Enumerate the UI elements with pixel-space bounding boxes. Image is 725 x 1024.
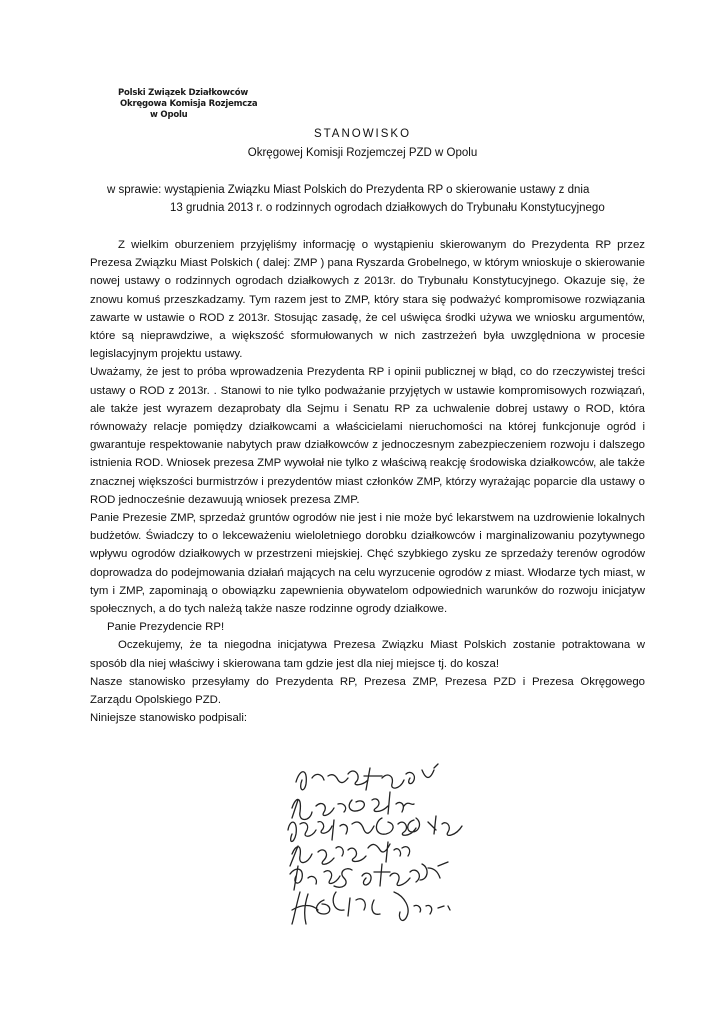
org-commission: Okręgowa Komisja Rozjemcza <box>120 99 258 109</box>
signature-4 <box>290 842 410 866</box>
subject-line-2: 13 grudnia 2013 r. o rodzinnych ogrodach działkowych do Trybunału Konstytucyjnego <box>170 202 605 214</box>
signature-2 <box>292 792 414 820</box>
subject-block <box>107 181 647 217</box>
org-city: w Opolu <box>150 110 188 120</box>
signatories-label: Niniejsze stanowisko podpisali: <box>90 712 248 725</box>
signature-3 <box>288 816 462 842</box>
signature-5 <box>290 862 448 890</box>
paragraph-4: Oczekujemy, że ta niegodna inicjatywa Prezesa Związku Miast Polskich zostanie potraktowana w sposób dla niej właściwy i skierowana tam gdzie jest dla niej miejsce tj. do kosza! <box>90 639 645 670</box>
organization-stamp <box>118 88 288 121</box>
document-subtitle: Okręgowej Komisji Rozjemczej PZD w Opolu <box>247 147 478 159</box>
paragraph-address: Panie Prezydencie RP! <box>107 621 225 634</box>
org-name: Polski Związek Działkowców <box>118 88 249 98</box>
signatures <box>278 760 508 940</box>
subject-line-1: w sprawie: wystąpienia Związku Miast Polskich do Prezydenta RP o skierowanie ustawy z dnia <box>107 184 590 196</box>
paragraph-2: Uważamy, że jest to próba wprowadzenia Prezydenta RP i opinii publicznej w błąd, co do rzeczywistej treści ustawy o ROD z 2013r. . Stanowi to nie tylko podważanie przyjętych w ustawie kompromisowych rozwiązań, ale także jest wyrazem dezaprobaty dla Sejmu i Senatu RP za uchwalenie dobrej ustawy o ROD, która równoważy relacje pomiędzy działkowcami a właścicielami nieruchomości na której funkcjonuje ogród i gwarantuje respektowanie nabytych praw działkowców z jednoczesnym zabezpieczeniem rozwoju i dalszego istnienia ROD. Wniosek prezesa ZMP wywołał nie tylko z właściwą reakcję środowiska działkowców, ale także znacznej większości burmistrzów i prezydentów miast członków ZMP, którzy wyrażając poparcie dla ustawy o ROD jednocześnie dezawuują wniosek prezesa ZMP. <box>90 366 645 506</box>
paragraph-5: Nasze stanowisko przesyłamy do Prezydenta RP, Prezesa ZMP, Prezesa PZD i Prezesa Okręgowego Zarządu Opolskiego PZD. <box>90 675 645 707</box>
paragraph-1: Z wielkim oburzeniem przyjęliśmy informację o wystąpieniu skierowanym do Prezydenta RP przez Prezesa Związku Miast Polskich ( dalej: ZMP ) pana Ryszarda Grobelnego, w którym wnioskuje o skierowanie nowej ustawy o rodzinnych ogrodach działkowych z 2013r. do Trybunału Konstytucyjnego. Okazuje się, że znowu komuś przeszkadzamy. Tym razem jest to ZMP, który stara się podważyć kompromisowe rozwiązania zawarte w ustawie o ROD z 2013r. Stosując zasadę, że cel uświęca środki używa we wniosku argumentów, które są nieprawdziwe, a większość sformułowanych w nich zastrzeżeń była uwzględniona w procesie legislacyjnym projektu ustawy. <box>90 239 645 361</box>
document-body <box>90 236 645 727</box>
signature-6 <box>292 892 450 924</box>
signature-1 <box>296 764 438 790</box>
paragraph-3: Panie Prezesie ZMP, sprzedaż gruntów ogrodów nie jest i nie może być lekarstwem na uzdrowienie lokalnych budżetów. Świadczy to o lekceważeniu wieloletniego dorobku działkowców i marginalizowaniu pozytywnego wpływu ogrodów działkowych w przestrzeni miejskiej. Chęć szybkiego zysku ze sprzedaży terenów ogrodów doprowadza do podejmowania działań mających na celu wyrzucenie ogrodów z miast. Włodarze tych miast, w tym i ZMP, zapominają o obowiązku zapewnienia obywatelom odpowiednich warunków do rozwoju inicjatyw społecznych, a do tych należą także nasze rodzinne ogrody działkowe. <box>90 512 645 616</box>
document-title: STANOWISKO <box>313 128 412 140</box>
